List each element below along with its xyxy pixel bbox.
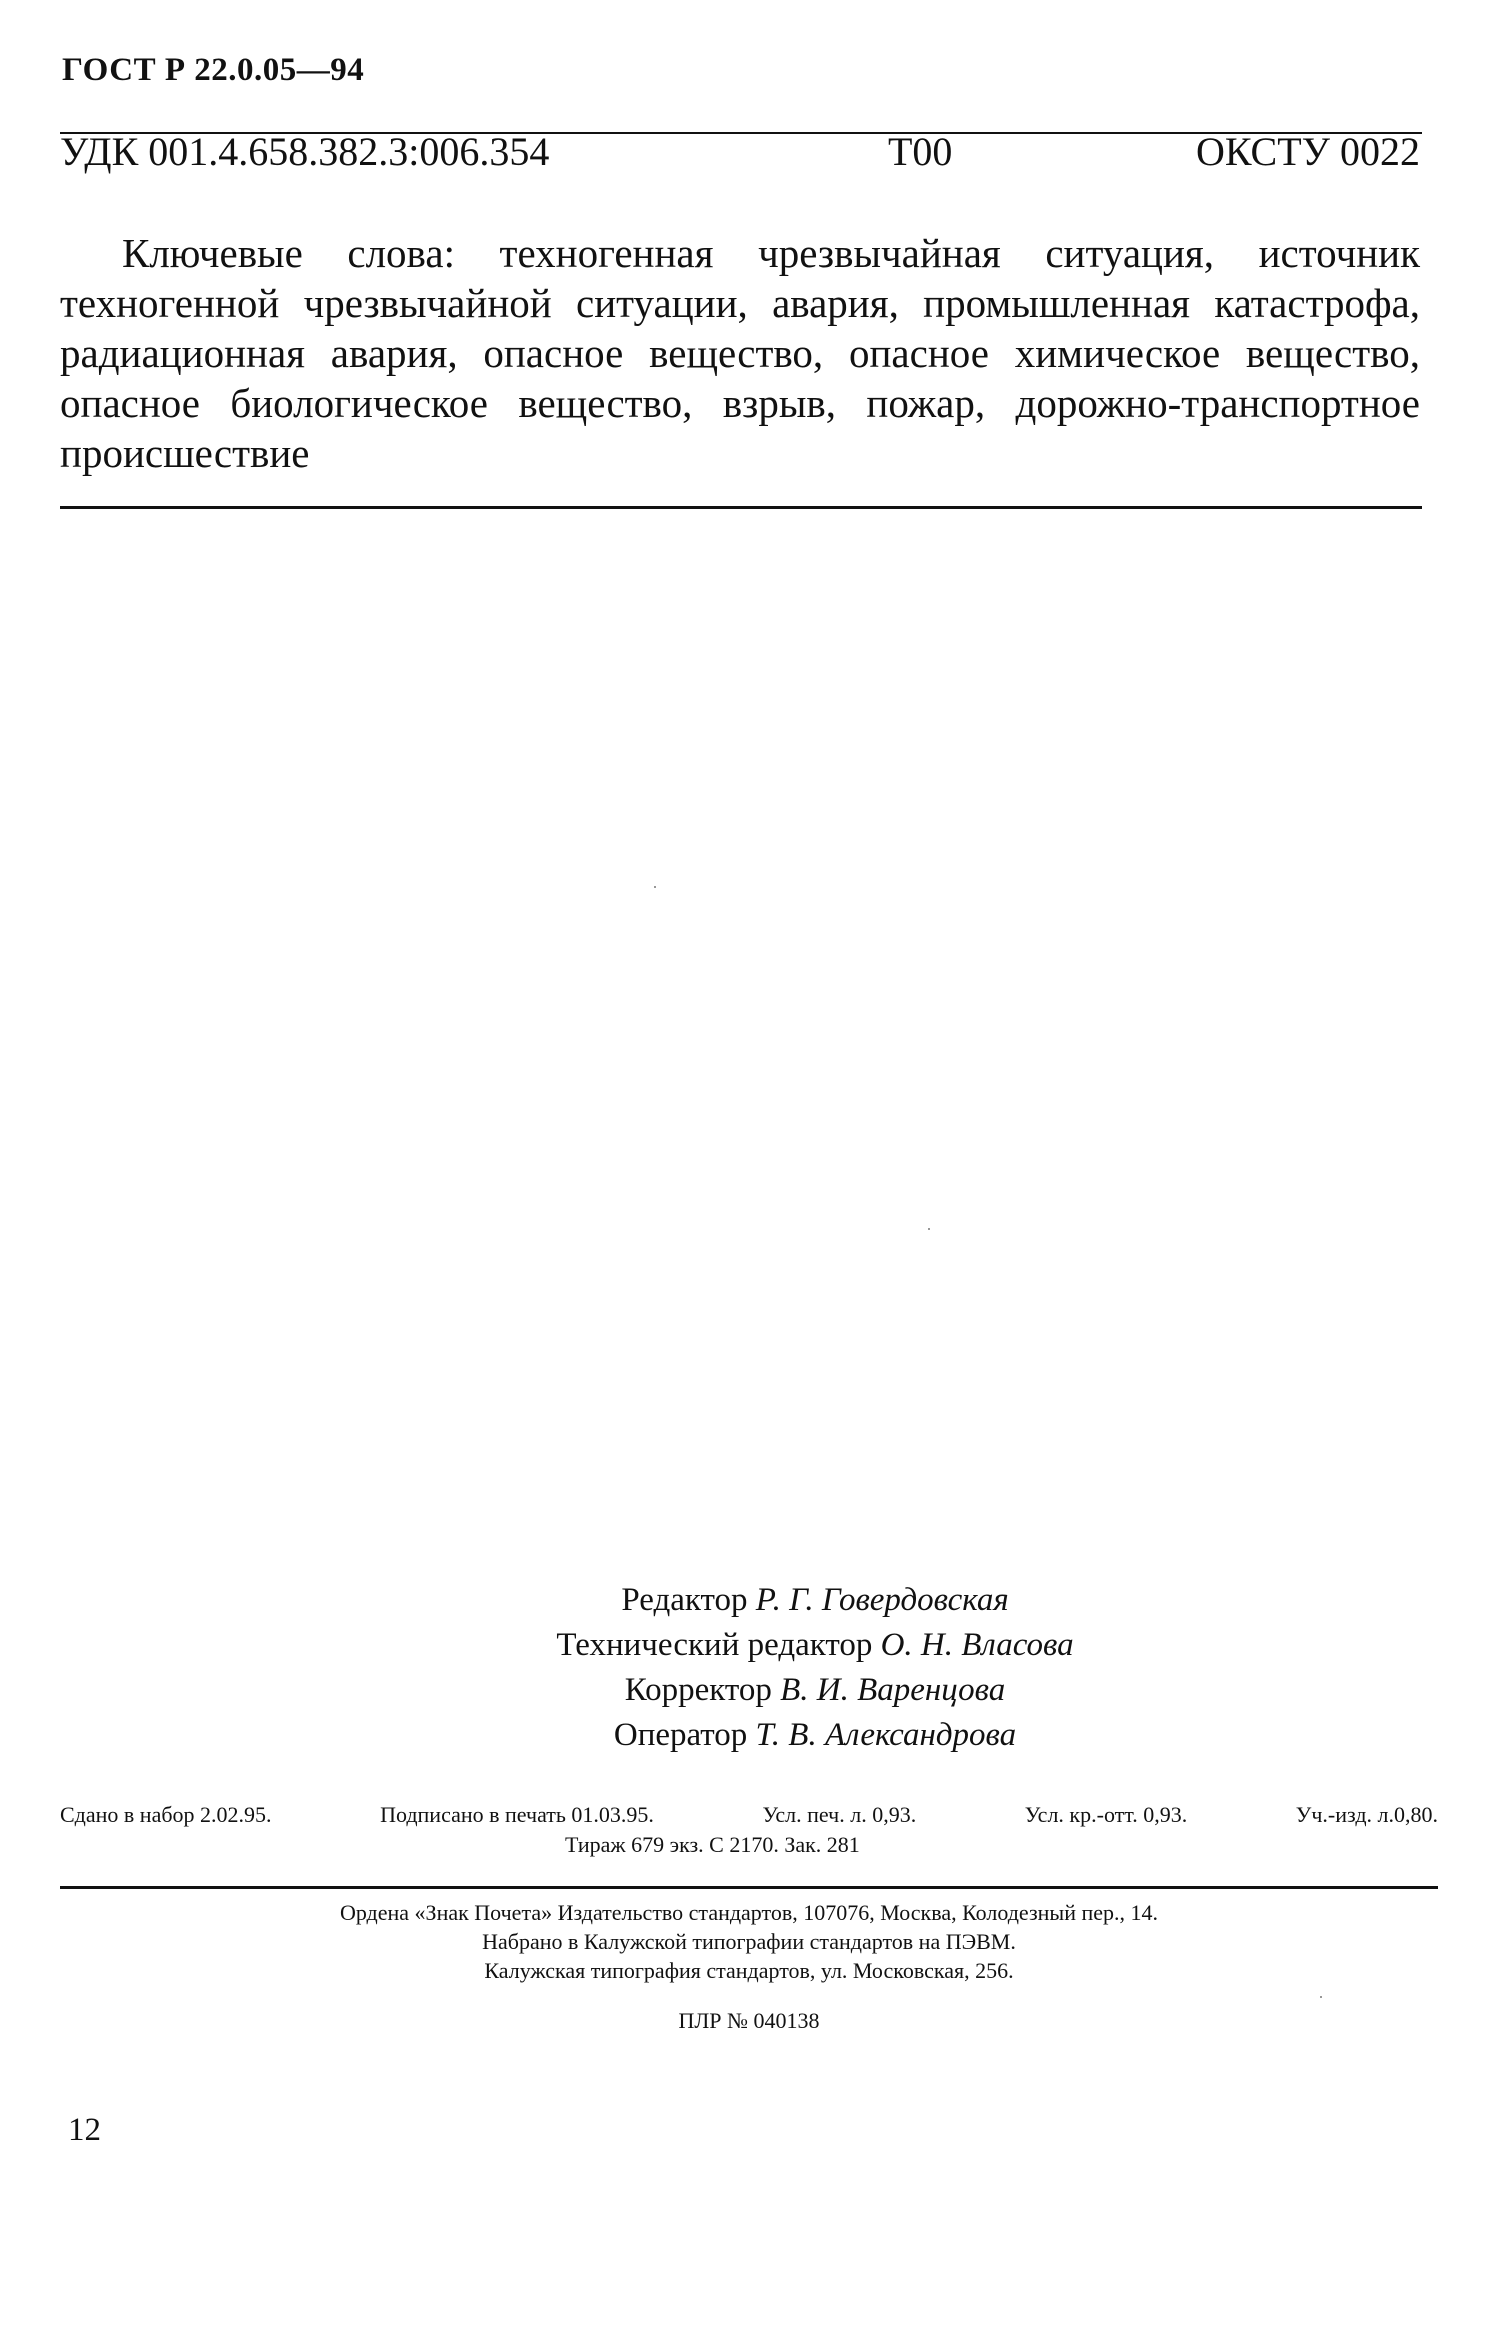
keywords-rule — [60, 506, 1422, 509]
credit-name: В. И. Варенцова — [780, 1672, 1006, 1708]
credit-operator — [400, 1713, 1230, 1758]
credit-role: Редактор — [621, 1582, 748, 1618]
credit-role: Корректор — [624, 1672, 772, 1708]
header-rule — [60, 132, 1422, 134]
plr-number: ПЛР № 040138 — [678, 2008, 820, 2033]
credit-name: Т. В. Александрова — [755, 1717, 1017, 1753]
credit-tech-editor — [400, 1623, 1230, 1668]
udk-code: УДК 001.4.658.382.3:006.354 — [60, 129, 550, 174]
t00-code: Т00 — [888, 129, 953, 174]
print-signed: Подписано в печать 01.03.95. — [380, 1802, 654, 1827]
print-uch-izd: Уч.-изд. л.0,80. — [1295, 1802, 1438, 1827]
print-usl-kr: Усл. кр.-отт. 0,93. — [1024, 1802, 1188, 1827]
print-usl-pech: Усл. печ. л. 0,93. — [762, 1802, 917, 1827]
keywords-paragraph: Ключевые слова: техногенная чрезвычайная ситуация, источник техногенной чрезвычайной ситуации, авария, промышленная катастрофа, радиационная авария, опасное вещество, опасное химическое вещество, опасное биологическое вещество, взрыв, пожар, дорожно-транспортное происшествие — [60, 230, 1420, 476]
print-info-line — [60, 1800, 1438, 1830]
print-run: Тираж 679 экз. С 2170. Зак. 281 — [565, 1832, 860, 1857]
publisher-line: Ордена «Знак Почета» Издательство стандартов, 107076, Москва, Колодезный пер., 14. — [339, 1900, 1159, 1925]
scan-speck — [928, 1228, 930, 1230]
scan-speck — [1320, 1996, 1322, 1998]
publisher-line: Набрано в Калужской типографии стандартов на ПЭВМ. — [482, 1929, 1016, 1954]
imprint-rule — [60, 1886, 1438, 1889]
page-number: 12 — [68, 2112, 101, 2148]
publisher-line: Калужская типография стандартов, ул. Московская, 256. — [484, 1958, 1014, 1983]
credit-role: Технический редактор — [556, 1627, 873, 1663]
credit-name: О. Н. Власова — [880, 1627, 1074, 1663]
print-sent: Сдано в набор 2.02.95. — [60, 1802, 272, 1827]
oksty-code: ОКСТУ 0022 — [1195, 129, 1420, 174]
document-code: ГОСТ Р 22.0.05—94 — [62, 52, 365, 88]
credits-block — [400, 1578, 1230, 1758]
publisher-block — [60, 1898, 1438, 1985]
credit-name: Р. Г. Говердовская — [755, 1582, 1009, 1618]
scan-speck — [654, 886, 656, 888]
credit-editor — [400, 1578, 1230, 1623]
credit-role: Оператор — [613, 1717, 748, 1753]
print-info — [60, 1800, 1438, 1860]
credit-proofreader — [400, 1668, 1230, 1713]
